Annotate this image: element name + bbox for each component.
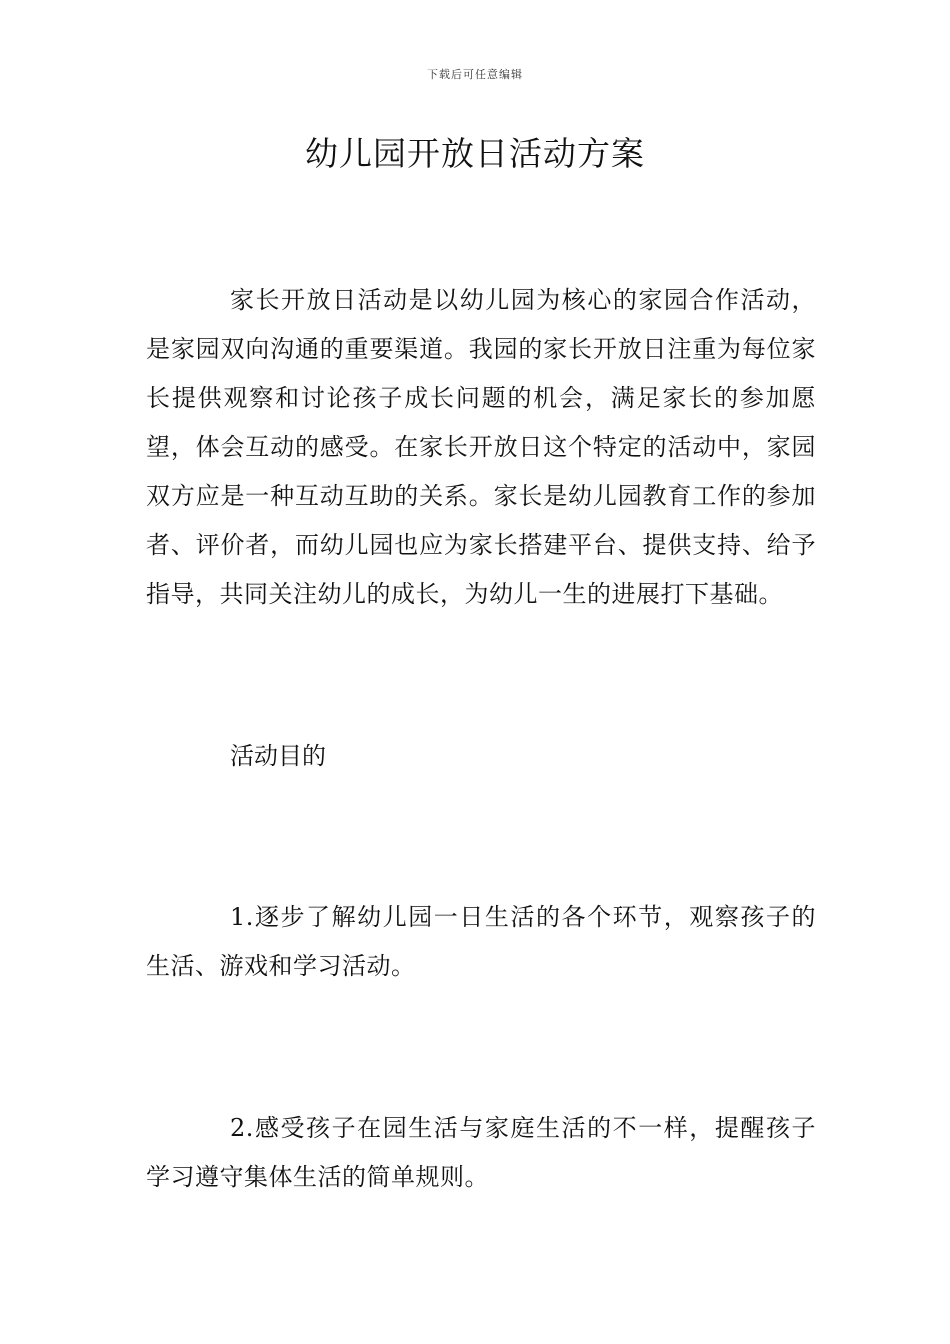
document-title: 幼儿园开放日活动方案 <box>305 134 645 173</box>
intro-paragraph: 家长开放日活动是以幼儿园为核心的家园合作活动，是家园双向沟通的重要渠道。我园的家长开放日注重为每位家长提供观察和讨论孩子成长问题的机会，满足家长的参加愿望，体会互动的感受。在家长开放日这个特定的活动中，家园双方应是一种互动互助的关系。家长是幼儿园教育工作的参加者、评价者，而幼儿园也应为家长搭建平台、提供支持、给予指导，共同关注幼儿的成长，为幼儿一生的进展打下基础。 <box>146 286 816 608</box>
section-heading: 活动目的 <box>230 742 326 770</box>
spacer <box>146 781 816 893</box>
goal-item-2: 2.感受孩子在园生活与家庭生活的不一样，提醒孩子学习遵守集体生活的简单规则。 <box>146 1114 816 1191</box>
spacer <box>146 619 816 732</box>
document-body <box>146 276 816 1202</box>
goal-item-1: 1.逐步了解幼儿园一日生活的各个环节，观察孩子的生活、游戏和学习活动。 <box>146 903 816 980</box>
header-note: 下载后可任意编辑 <box>427 68 523 81</box>
spacer <box>146 991 816 1104</box>
